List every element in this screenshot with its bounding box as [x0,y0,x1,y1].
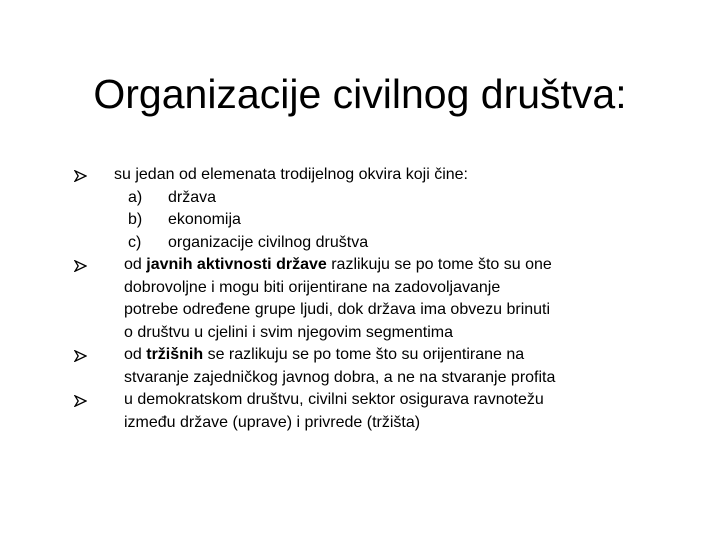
bullet-item-market [74,344,634,389]
bullet-text-bold: javnih aktivnosti države [146,256,327,273]
slide-title: Organizacije civilnog društva: [93,71,627,117]
bullet-text-bold: tržišnih [146,346,204,363]
bullet-text-post: razlikuju se po tome što su one [326,256,552,273]
bullet-item-public-activities [74,254,634,344]
arrow-bullet-icon [74,260,87,272]
bullet-continuation: potrebe određene grupe ljudi, dok država ima obvezu brinuti [124,301,551,318]
sub-item-letter: b) [128,211,143,228]
bullet-text-pre: od [124,256,147,273]
arrow-bullet-icon [74,350,87,362]
bullet-text [74,344,634,367]
sub-list-item [74,187,634,210]
bullet-continuation: o društvu u cjelini i svim njegovim segmentima [124,323,454,341]
bullet-continuation: stvaranje zajedničkog javnog dobra, a ne na stvaranje profita [124,368,556,386]
sub-list-item [74,232,634,255]
bullet-text: su jedan od elemenata trodijelnog okvira koji čine: [114,166,468,183]
bullet-text-pre: od [124,346,147,363]
bullet-text: u demokratskom društvu, civilni sektor osigurava ravnotežu [124,391,544,408]
sub-item-letter: c) [128,233,142,251]
arrow-bullet-icon [74,395,87,407]
bullet-text [74,254,634,277]
sub-item-text: organizacije civilnog društva [168,233,369,251]
bullet-list [74,164,634,434]
bullet-item-elements [74,164,634,254]
sub-list-item [74,209,634,232]
bullet-item-democratic-society [74,389,634,434]
bullet-continuation: između države (uprave) i privrede (tržišta) [124,413,421,431]
sub-item-text: ekonomija [168,211,241,228]
sub-item-text: država [168,188,217,206]
arrow-bullet-icon [74,170,87,182]
sub-item-letter: a) [128,188,143,206]
bullet-text-post: se razlikuju se po tome što su orijentirane na [203,346,525,363]
bullet-continuation: dobrovoljne i mogu biti orijentirane na zadovoljavanje [124,278,501,296]
